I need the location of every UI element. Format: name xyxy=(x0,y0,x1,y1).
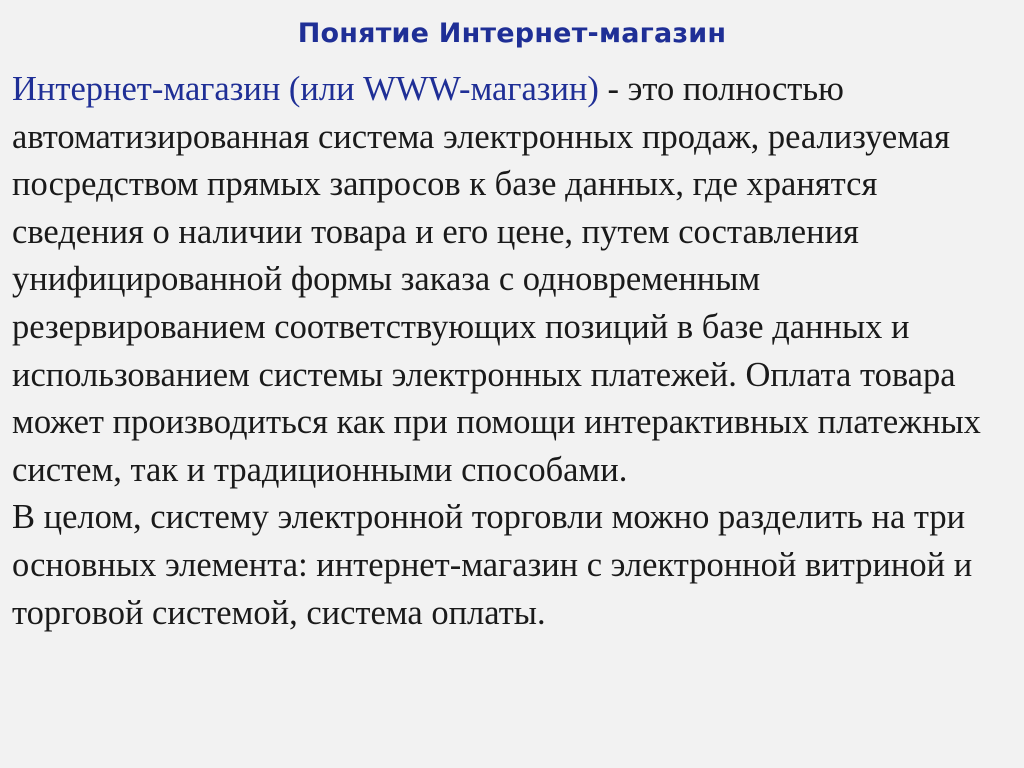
definition-text: - это полностью автоматизированная система электронных продаж, реализуемая посредством прямых запросов к базе данных, где хранятся сведения о наличии товара и его цене, путем составления унифицированной формы заказа с одновременным резервированием соответствующих позиций в базе данных и использованием системы электронных платежей. Оплата товара может производиться как при помощи интерактивных платежных систем, так и традиционными способами. xyxy=(12,70,981,489)
slide-title: Понятие Интернет-магазин xyxy=(297,18,727,49)
slide-body xyxy=(12,66,1014,637)
defined-term: Интернет-магазин (или WWW-магазин) xyxy=(12,70,599,108)
summary-paragraph: В целом, систему электронной торговли можно разделить на три основных элемента: интернет-магазин с электронной витриной и торговой системой, система оплаты. xyxy=(12,498,973,632)
definition-paragraph xyxy=(12,66,1014,494)
